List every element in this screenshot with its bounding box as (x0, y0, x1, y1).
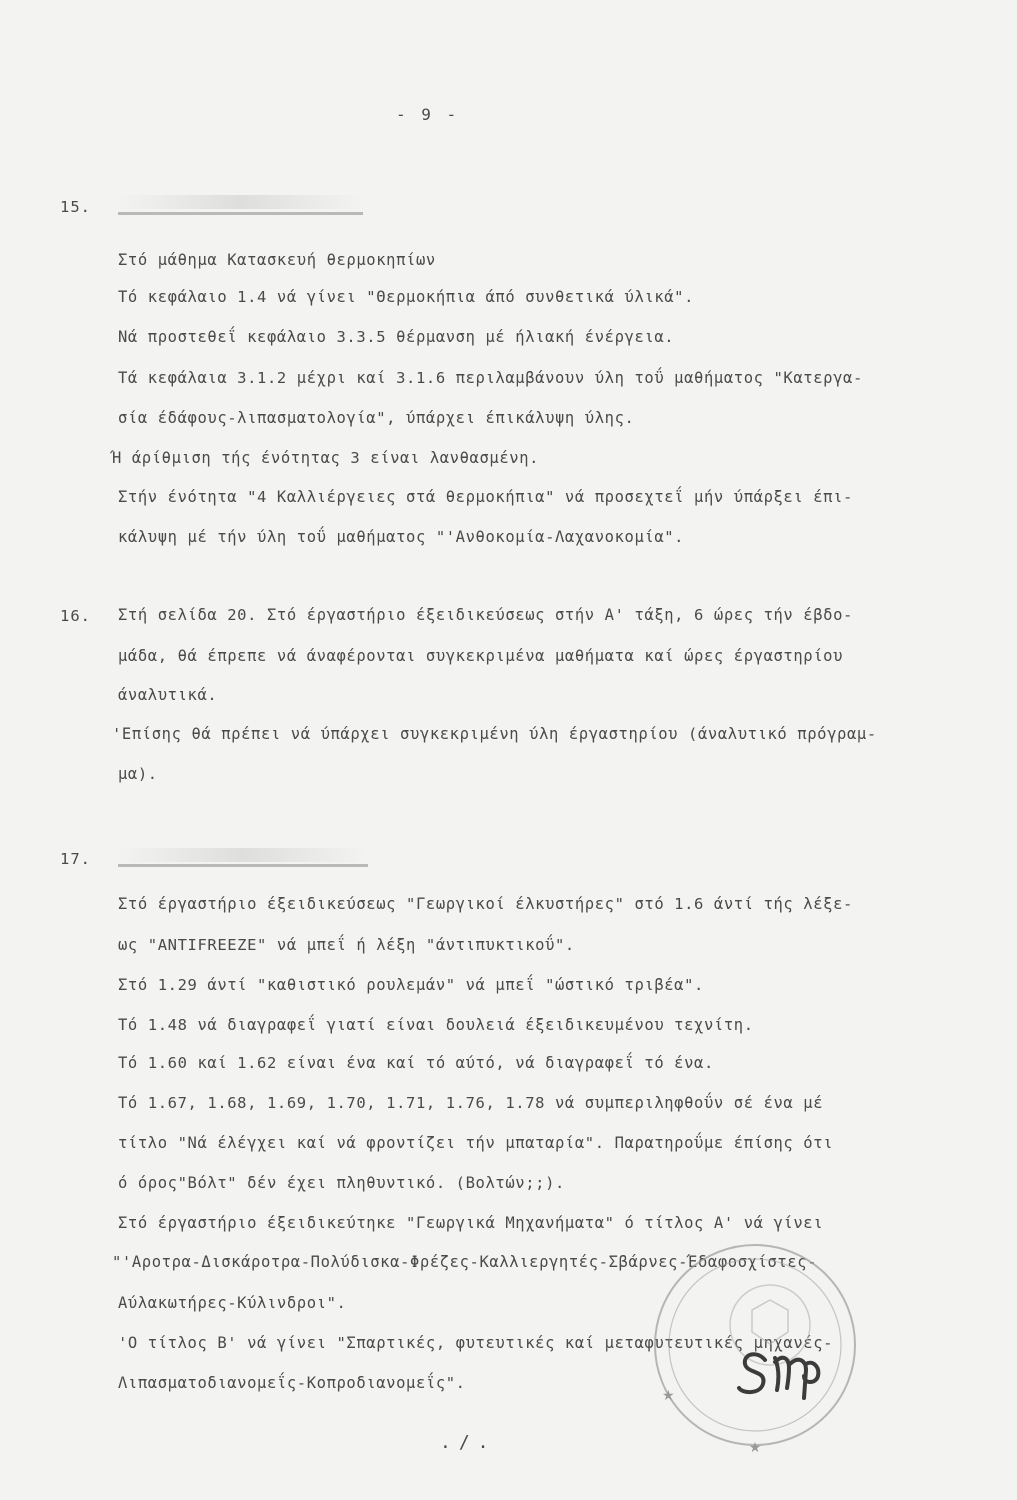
redacted-heading-underline (118, 212, 363, 215)
section-number: 15. (60, 198, 91, 216)
svg-text:★: ★ (662, 1388, 675, 1404)
text-line: τίτλο "Νά έλέγχει καί νά φροντίζει τήν μπαταρία". Παρατηροΰμε έπίσης ότι (118, 1134, 834, 1152)
text-line: 'Επίσης θά πρέπει νά ύπάρχει συγκεκριμένη ύλη έργαστηρίου (άναλυτικό πρόγραμ- (112, 725, 877, 743)
text-line: Αύλακωτήρες-Κύλινδροι". (118, 1294, 347, 1312)
redacted-heading (118, 848, 368, 862)
text-line: σία έδάφους-λιπασματολογία", ύπάρχει έπικάλυψη ύλης. (118, 409, 635, 427)
text-line: Στή σελίδα 20. Στό έργαστήριο έξειδικεύσεως στήν Α' τάξη, 6 ώρες τήν έβδο- (118, 606, 853, 624)
text-line: άναλυτικά. (118, 686, 218, 704)
text-line: Νά προστεθεΐ κεφάλαιο 3.3.5 θέρμανση μέ ήλιακή ένέργεια. (118, 328, 675, 346)
text-line: Τό 1.67, 1.68, 1.69, 1.70, 1.71, 1.76, 1.78 νά συμπεριληφθοΰν σέ ένα μέ (118, 1094, 824, 1112)
official-seal-stamp (640, 1230, 870, 1460)
text-line: 'Ο τίτλος Β' νά γίνει "Σπαρτικές, φυτευτικές καί μεταφυτευτικές μηχανές- (118, 1334, 834, 1352)
svg-text:★: ★ (748, 1440, 762, 1456)
text-line: Λιπασματοδιανομεΐς-Κοπροδιανομεΐς". (118, 1374, 466, 1392)
text-line: μάδα, θά έπρεπε νά άναφέρονται συγκεκριμένα μαθήματα καί ώρες έργαστηρίου (118, 647, 844, 665)
text-line: Τά κεφάλαια 3.1.2 μέχρι καί 3.1.6 περιλαμβάνουν ύλη τοΰ μαθήματος "Κατεργα- (118, 369, 863, 387)
text-line: Τό κεφάλαιο 1.4 νά γίνει "Θερμοκήπια άπό συνθετικά ύλικά". (118, 288, 695, 306)
redacted-heading-underline (118, 864, 368, 867)
section-number: 17. (60, 850, 91, 868)
text-line: ως "ANTIFREEZE" νά μπεΐ ή λέξη "άντιπυκτικοΰ". (118, 936, 575, 954)
text-line: Στό μάθημα Κατασκευή θερμοκηπίων (118, 251, 436, 269)
page-number: - 9 - (396, 105, 460, 124)
text-line: ό όρος"Βόλτ" δέν έχει πληθυντικό. (Βολτών;;). (118, 1174, 565, 1192)
text-line: Τό 1.60 καί 1.62 είναι ένα καί τό αύτό, νά διαγραφεΐ τό ένα. (118, 1054, 714, 1072)
text-line: Στό έργαστήριο έξειδικεύσεως "Γεωργικοί έλκυστήρες" στό 1.6 άντί τής λέξε- (118, 895, 853, 913)
text-line: μα). (118, 765, 158, 783)
text-line: κάλυψη μέ τήν ύλη τοΰ μαθήματος "'Ανθοκομία-Λαχανοκομία". (118, 528, 685, 546)
text-line: Στό έργαστήριο έξειδικεύτηκε "Γεωργικά Μηχανήματα" ό τίτλος Α' νά γίνει (118, 1214, 824, 1232)
text-line: Στό 1.29 άντί "καθιστικό ρουλεμάν" νά μπεΐ "ώστικό τριβέα". (118, 976, 704, 994)
redacted-heading (118, 195, 363, 209)
text-line: Ή άρίθμιση τής ένότητας 3 είναι λανθασμένη. (112, 449, 540, 467)
section-number: 16. (60, 607, 91, 625)
text-line: Στήν ένότητα "4 Καλλιέργειες στά θερμοκήπια" νά προσεχτεΐ μήν ύπάρξει έπι- (118, 488, 853, 506)
continuation-mark: ./. (440, 1432, 497, 1453)
text-line: "'Αροτρα-Δισκάροτρα-Πολύδισκα-Φρέζες-Καλλιεργητές-Σβάρνες-Έδαφοσχίστες- (112, 1253, 818, 1271)
text-line: Τό 1.48 νά διαγραφεΐ γιατί είναι δουλειά έξειδικευμένου τεχνίτη. (118, 1016, 754, 1034)
